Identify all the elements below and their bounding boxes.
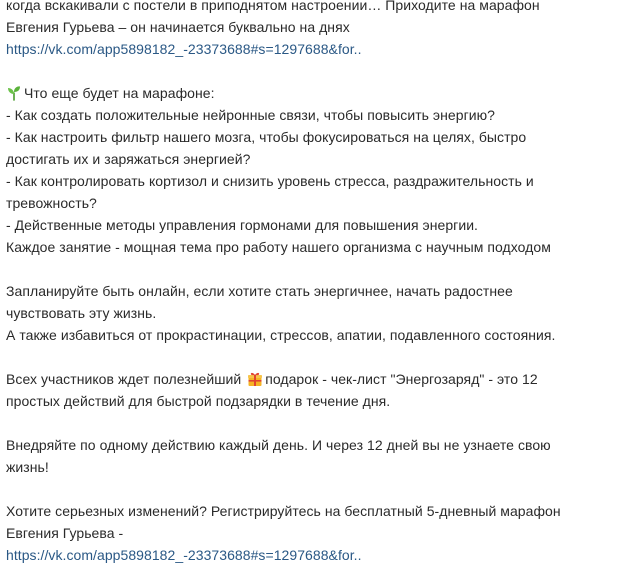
post-line: жизнь! [6,459,49,475]
post-line: - Как настроить фильтр нашего мозга, чтобы фокусироваться на целях, быстро [6,129,527,145]
post-line: - Как контролировать кортизол и снизить уровень стресса, раздражительность и [6,173,534,189]
post-line: когда вскакивали с постели в приподнятом настроении… Приходите на марафон [6,0,540,13]
post-line: Внедряйте по одному действию каждый день. И через 12 дней вы не узнаете свою [6,437,551,453]
post-line: чувствовать эту жизнь. [6,305,157,321]
post-line: Евгения Гурьева – он начинается буквально на днях [6,19,350,35]
post-line: Каждое занятие - мощная тема про работу нашего организма с научным подходом [6,239,551,255]
seedling-icon [6,85,22,101]
heading-text: Что еще будет на марафоне: [24,85,215,101]
post-line: Запланируйте быть онлайн, если хотите стать энергичнее, начать радостнее [6,283,513,299]
post-line: - Как создать положительные нейронные связи, чтобы повысить энергию? [6,107,495,123]
post-line: достигать их и заряжаться энергией? [6,151,251,167]
post-text-fragment: подарок - чек-лист "Энергозаряд" - это 12 [265,371,538,387]
registration-link[interactable]: https://vk.com/app5898182_-23373688#s=1297688&for.. [6,547,362,563]
post-line: - Действенные методы управления гормонами для повышения энергии. [6,217,479,233]
post-line: Хотите серьезных изменений? Регистрируйтесь на бесплатный 5-дневный марафон [6,503,561,519]
post-line: простых действий для быстрой подзарядки в течение дня. [6,393,391,409]
post-text-fragment: Всех участников ждет полезнейший [6,371,242,387]
post-line: Евгения Гурьева - [6,525,124,541]
post-line: тревожность? [6,195,97,211]
post-line: А также избавиться от прокрастинации, стрессов, апатии, подавленного состояния. [6,327,556,343]
gift-line [6,368,618,390]
marathon-link[interactable]: https://vk.com/app5898182_-23373688#s=1297688&for.. [6,41,362,57]
post-text [6,0,618,566]
gift-icon [247,371,263,387]
marathon-heading [6,82,618,104]
